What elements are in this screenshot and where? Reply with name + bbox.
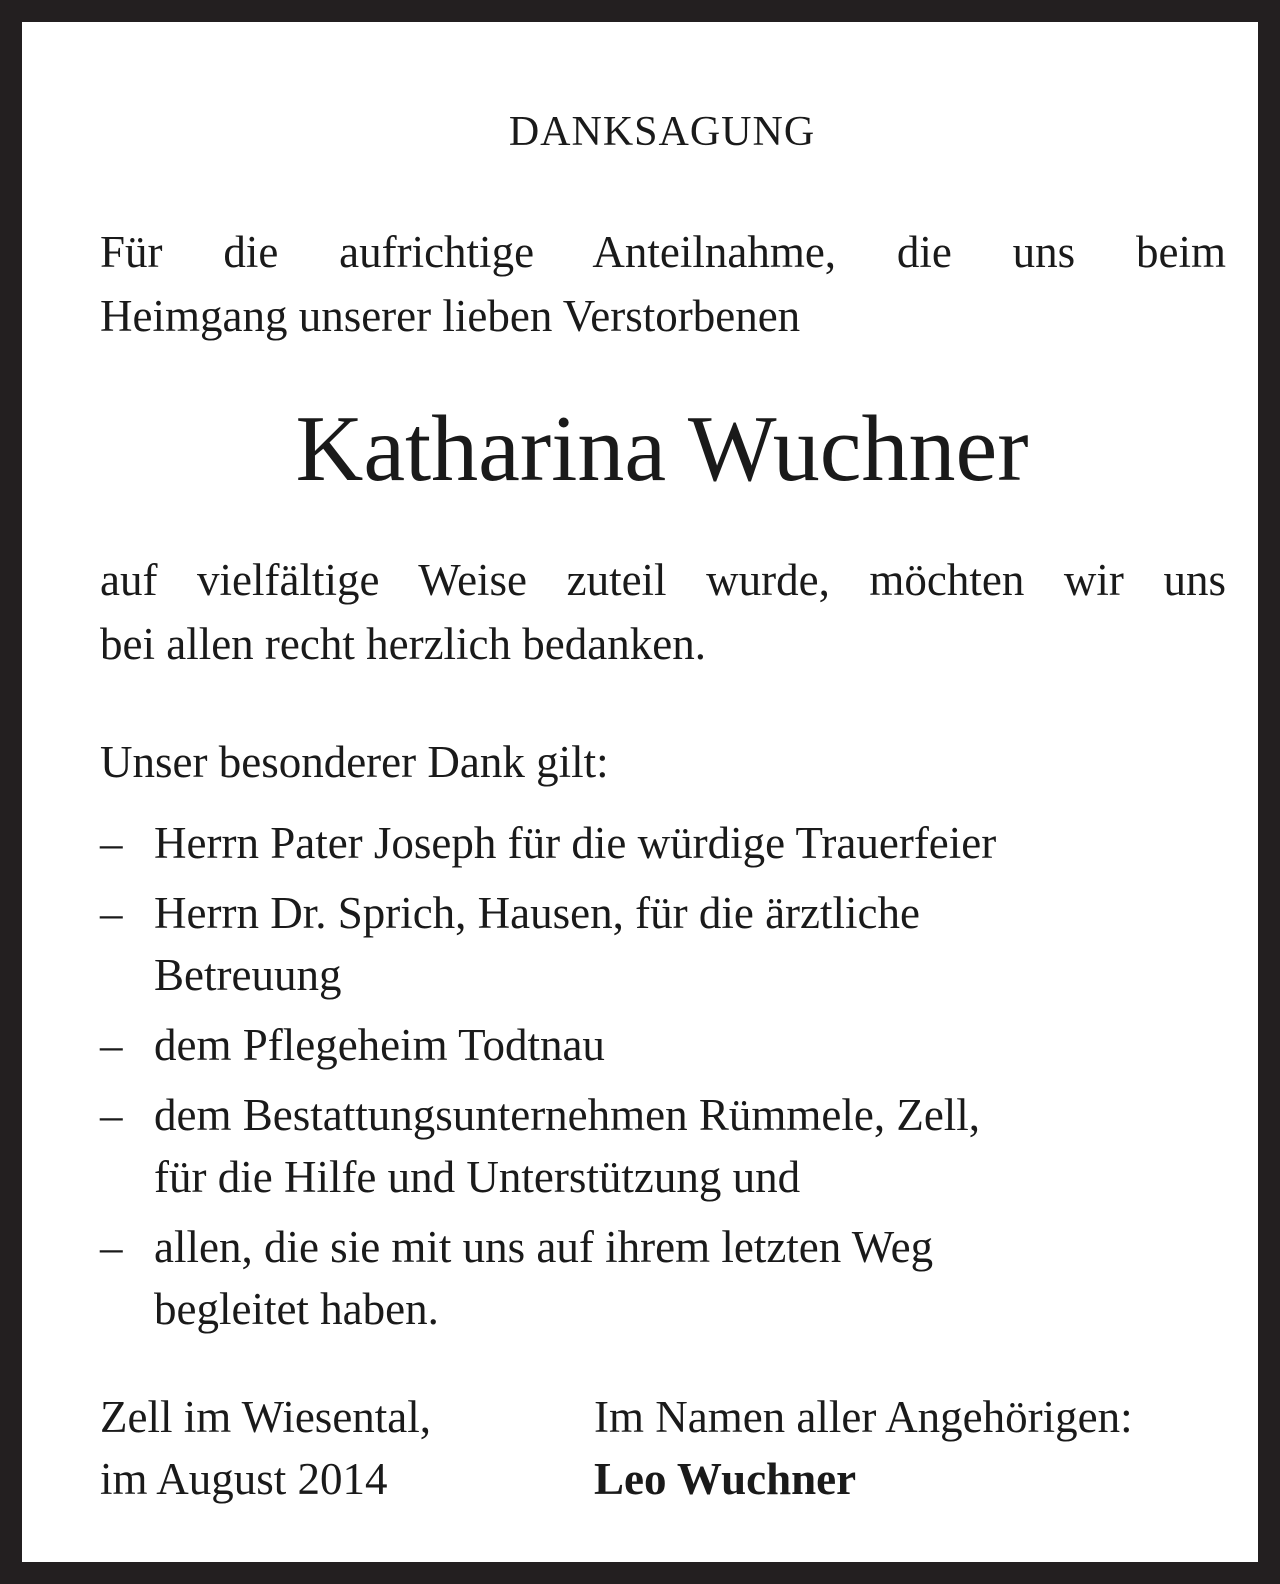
intro-paragraph <box>100 220 1226 348</box>
list-item <box>100 1216 1226 1340</box>
signature-intro: Im Namen aller Angehörigen: <box>594 1392 1133 1442</box>
list-item <box>100 812 1226 874</box>
signature-name: Leo Wuchner <box>594 1454 857 1504</box>
dash-bullet: – <box>100 888 123 938</box>
list-item-line: dem Pflegeheim Todtnau <box>154 1020 605 1070</box>
intro-line: Heimgang unserer lieben Verstorbenen <box>100 291 801 341</box>
continuation-line: bei allen recht herzlich bedanken. <box>100 619 706 669</box>
list-item-line: Herrn Dr. Sprich, Hausen, für die ärztliche <box>154 888 920 938</box>
dash-bullet: – <box>100 1222 123 1272</box>
place-date-block <box>100 1386 431 1510</box>
notice-heading: DANKSAGUNG <box>508 109 816 155</box>
dash-bullet: – <box>100 1020 123 1070</box>
deceased-name: Katharina Wuchner <box>295 397 1029 501</box>
list-item <box>100 1084 1226 1208</box>
dash-bullet: – <box>100 818 123 868</box>
date: im August 2014 <box>100 1454 388 1504</box>
list-item <box>100 882 1226 1006</box>
list-item-line: begleitet haben. <box>154 1284 439 1334</box>
place: Zell im Wiesental, <box>100 1392 432 1442</box>
special-thanks-title: Unser besonderer Dank gilt: <box>100 737 609 787</box>
intro-line: Für die aufrichtige Anteilnahme, die uns beim <box>100 227 1226 277</box>
list-item-line: allen, die sie mit uns auf ihrem letzten Weg <box>154 1222 934 1272</box>
continuation-line: auf vielfältige Weise zuteil wurde, möchten wir uns <box>100 555 1226 605</box>
continuation-paragraph <box>100 548 1226 676</box>
signature-block <box>594 1386 1133 1510</box>
thanks-list <box>100 812 1226 1348</box>
list-item <box>100 1014 1226 1076</box>
list-item-line: für die Hilfe und Unterstützung und <box>154 1152 801 1202</box>
list-item-line: Betreuung <box>154 950 342 1000</box>
dash-bullet: – <box>100 1090 123 1140</box>
list-item-line: Herrn Pater Joseph für die würdige Trauerfeier <box>154 818 997 868</box>
list-item-line: dem Bestattungsunternehmen Rümmele, Zell, <box>154 1090 981 1140</box>
